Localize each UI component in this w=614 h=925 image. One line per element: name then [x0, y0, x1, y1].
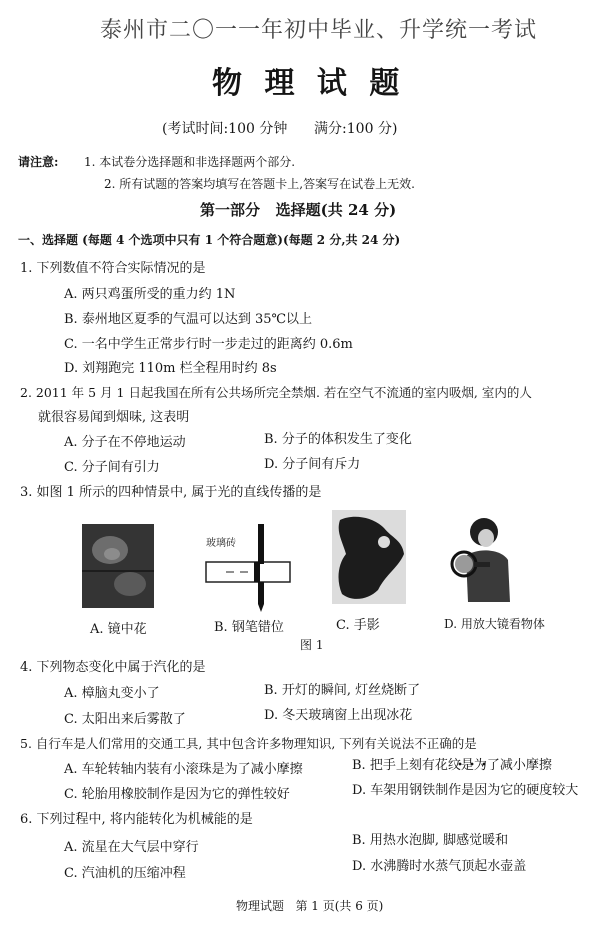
notes-label: 请注意: [18, 155, 59, 169]
option: D. 分子间有斥力 [264, 457, 361, 472]
figure-a-mirror-flower [82, 524, 154, 608]
hand-shadow-image-icon [332, 510, 406, 604]
question-stem: 2. 2011 年 5 月 1 日起我国在所有公共场所完全禁烟. 若在空气不流通的室内吸烟, 室内的人 [20, 385, 532, 400]
option: A. 车轮转轴内装有小滚珠是为了减小摩擦 [64, 762, 303, 777]
part-title: 第一部分 选择题(共 24 分) [200, 201, 397, 219]
exam-title: 泰州市二〇一一年初中毕业、升学统一考试 [100, 18, 538, 43]
option: D. 刘翔跑完 110m 栏全程用时约 8s [64, 361, 277, 376]
figure-d-magnifier [446, 512, 516, 604]
figure-option: D. 用放大镜看物体 [444, 617, 545, 631]
option: C. 汽油机的压缩冲程 [64, 866, 186, 881]
subject-title: 物 理 试 题 [212, 66, 406, 101]
exam-info: (考试时间:100 分钟 满分:100 分) [162, 121, 398, 137]
question-stem: 5. 自行车是人们常用的交通工具, 其中包含许多物理知识, 下列有关说法不正确的是 [20, 736, 477, 751]
page-footer: 物理试题 第 1 页(共 6 页) [236, 899, 384, 913]
option: A. 樟脑丸变小了 [64, 686, 160, 701]
figure-option: B. 钢笔错位 [214, 620, 284, 635]
option: C. 太阳出来后雾散了 [64, 712, 186, 727]
emphasis-dots [456, 751, 490, 755]
question-stem: 3. 如图 1 所示的四种情景中, 属于光的直线传播的是 [20, 485, 322, 500]
option: D. 水沸腾时水蒸气顶起水壶盖 [352, 859, 527, 874]
question-stem-continued: 就很容易闻到烟味, 这表明 [38, 410, 190, 425]
flower-image-icon [82, 524, 154, 608]
option: B. 分子的体积发生了变化 [264, 432, 412, 447]
figure-option: C. 手影 [336, 618, 380, 633]
figure-caption: 图 1 [300, 638, 324, 652]
option: A. 流星在大气层中穿行 [64, 840, 199, 855]
question-stem: 6. 下列过程中, 将内能转化为机械能的是 [20, 812, 253, 827]
boy-magnifier-image-icon [446, 512, 516, 604]
option: A. 分子在不停地运动 [64, 435, 186, 450]
option: A. 两只鸡蛋所受的重力约 1N [64, 287, 236, 302]
figure-option: A. 镜中花 [90, 622, 147, 637]
question-stem: 4. 下列物态变化中属于汽化的是 [20, 660, 206, 675]
figure-c-hand-shadow [332, 510, 406, 604]
note-item: 1. 本试卷分选择题和非选择题两个部分. [84, 155, 296, 169]
option: D. 冬天玻璃窗上出现冰花 [264, 708, 413, 723]
option: B. 把手上刻有花纹是为了减小摩擦 [352, 758, 552, 773]
question-stem: 1. 下列数值不符合实际情况的是 [20, 261, 206, 276]
option: B. 用热水泡脚, 脚感觉暖和 [352, 833, 509, 848]
glass-label: 玻璃砖 [206, 538, 236, 549]
option: C. 分子间有引力 [64, 460, 160, 475]
figure-b-pen-glass [196, 520, 296, 612]
option: C. 一名中学生正常步行时一步走过的距离约 0.6m [64, 337, 353, 352]
option: B. 泰州地区夏季的气温可以达到 35℃以上 [64, 312, 313, 327]
note-item: 2. 所有试题的答案均填写在答题卡上,答案写在试卷上无效. [104, 177, 415, 191]
section-heading: 一、选择题 (每题 4 个选项中只有 1 个符合题意)(每题 2 分,共 24 分) [18, 233, 401, 247]
option: D. 车架用钢铁制作是因为它的硬度较大 [352, 783, 579, 798]
option: B. 开灯的瞬间, 灯丝烧断了 [264, 683, 421, 698]
option: C. 轮胎用橡胶制作是因为它的弹性较好 [64, 787, 290, 802]
pen-glass-diagram-icon [196, 520, 296, 612]
